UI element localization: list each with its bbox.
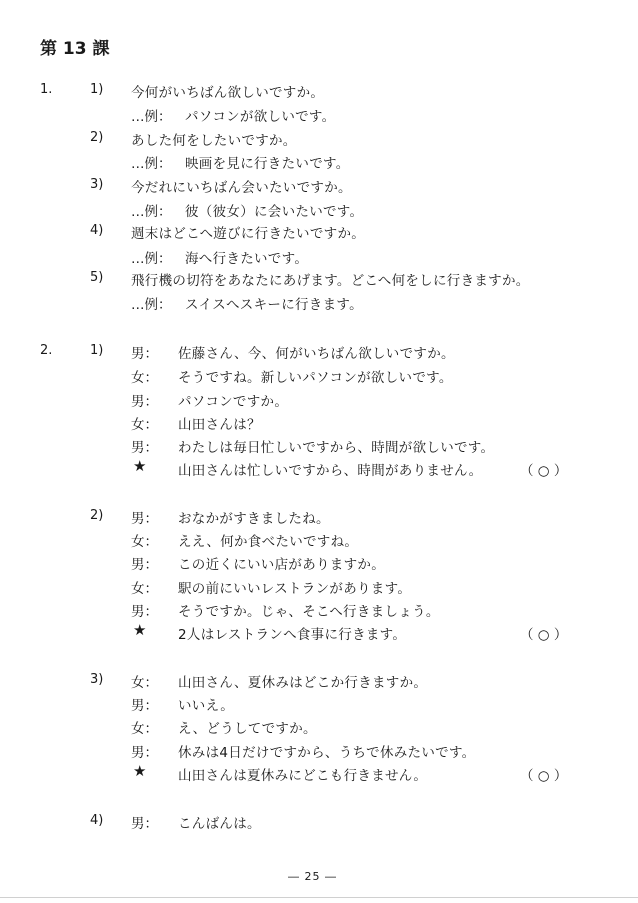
dialogue-line: 山田さん、夏休みはどこか行きますか。 bbox=[178, 675, 428, 691]
speaker-label: 女： bbox=[131, 370, 158, 386]
question-text: あした何をしたいですか。 bbox=[131, 133, 297, 149]
speaker-label: 女： bbox=[131, 721, 158, 737]
star-icon: ★ bbox=[133, 762, 147, 780]
example-answer: 映画を見に行きたいです。 bbox=[185, 156, 350, 172]
speaker-label: 女： bbox=[131, 581, 158, 597]
statement-text: 山田さんは夏休みにどこも行きません。 bbox=[178, 768, 428, 784]
page-number: ― 25 ― bbox=[288, 870, 337, 883]
dialogue-line: そうですね。新しいパソコンが欲しいです。 bbox=[178, 370, 453, 386]
speaker-label: 男： bbox=[131, 745, 158, 761]
speaker-label: 男： bbox=[131, 346, 158, 362]
speaker-label: 女： bbox=[131, 675, 158, 691]
item-number: 3) bbox=[90, 672, 104, 687]
speaker-label: 男： bbox=[131, 440, 158, 456]
section-2-number: 2. bbox=[40, 343, 53, 358]
dialogue-line: 山田さんは？ bbox=[178, 417, 261, 433]
dialogue-line: こんばんは。 bbox=[178, 816, 261, 832]
dialogue-line: 駅の前にいいレストランがあります。 bbox=[178, 581, 412, 597]
dialogue-line: 休みは4日だけですから、うちで休みたいです。 bbox=[178, 745, 476, 761]
dialogue-line: パソコンですか。 bbox=[178, 394, 289, 410]
example-answer: 彼（彼女）に会いたいです。 bbox=[185, 204, 364, 220]
answer-mark: （ ○ ） bbox=[520, 463, 568, 479]
page-title: 第 13 課 bbox=[40, 39, 110, 59]
dialogue-line: 佐藤さん、今、何がいちばん欲しいですか。 bbox=[178, 346, 455, 362]
example-label: …例： bbox=[131, 204, 172, 220]
example-answer: パソコンが欲しいです。 bbox=[185, 109, 336, 125]
speaker-label: 女： bbox=[131, 534, 158, 550]
example-label: …例： bbox=[131, 109, 172, 125]
speaker-label: 男： bbox=[131, 511, 158, 527]
item-number: 4) bbox=[90, 223, 104, 238]
item-number: 2) bbox=[90, 508, 104, 523]
speaker-label: 女： bbox=[131, 417, 158, 433]
section-1-number: 1. bbox=[40, 82, 53, 97]
item-number: 4) bbox=[90, 813, 104, 828]
example-label: …例： bbox=[131, 297, 172, 313]
example-label: …例： bbox=[131, 251, 172, 267]
dialogue-line: わたしは毎日忙しいですから、時間が欲しいです。 bbox=[178, 440, 495, 456]
dialogue-line: おなかがすきましたね。 bbox=[178, 511, 330, 527]
speaker-label: 男： bbox=[131, 604, 158, 620]
speaker-label: 男： bbox=[131, 698, 158, 714]
question-text: 今だれにいちばん会いたいですか。 bbox=[131, 180, 352, 196]
dialogue-line: え、どうしてですか。 bbox=[178, 721, 317, 737]
dialogue-line: ええ、何か食べたいですね。 bbox=[178, 534, 359, 550]
statement-text: 2人はレストランへ食事に行きます。 bbox=[178, 627, 407, 643]
question-text: 週末はどこへ遊びに行きたいですか。 bbox=[131, 226, 366, 242]
example-answer: 海へ行きたいです。 bbox=[185, 251, 309, 267]
page-bottom-divider bbox=[0, 897, 638, 898]
question-text: 飛行機の切符をあなたにあげます。どこへ何をしに行きますか。 bbox=[131, 273, 530, 289]
item-number: 2) bbox=[90, 130, 104, 145]
dialogue-line: いいえ。 bbox=[178, 698, 235, 714]
answer-mark: （ ○ ） bbox=[520, 768, 568, 784]
example-answer: スイスへスキーに行きます。 bbox=[185, 297, 363, 313]
item-number: 1) bbox=[90, 82, 104, 97]
item-number: 5) bbox=[90, 270, 104, 285]
example-label: …例： bbox=[131, 156, 172, 172]
star-icon: ★ bbox=[133, 457, 147, 475]
speaker-label: 男： bbox=[131, 394, 158, 410]
item-number: 3) bbox=[90, 177, 104, 192]
speaker-label: 男： bbox=[131, 816, 158, 832]
dialogue-line: この近くにいい店がありますか。 bbox=[178, 557, 385, 573]
question-text: 今何がいちばん欲しいですか。 bbox=[131, 85, 325, 101]
statement-text: 山田さんは忙しいですから、時間がありません。 bbox=[178, 463, 483, 479]
answer-mark: （ ○ ） bbox=[520, 627, 568, 643]
item-number: 1) bbox=[90, 343, 104, 358]
speaker-label: 男： bbox=[131, 557, 158, 573]
star-icon: ★ bbox=[133, 621, 147, 639]
dialogue-line: そうですか。じゃ、そこへ行きましょう。 bbox=[178, 604, 440, 620]
